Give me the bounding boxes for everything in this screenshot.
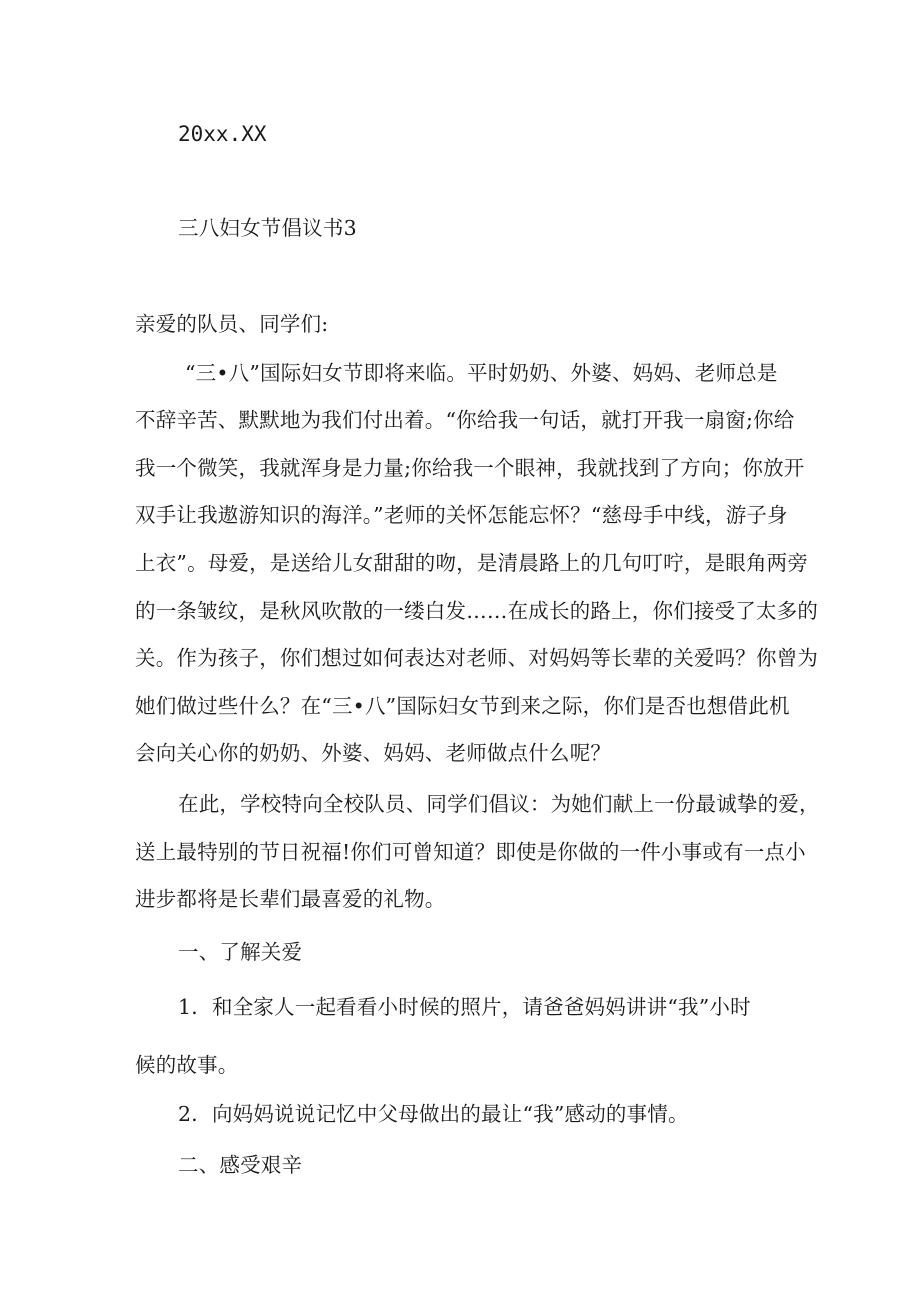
list-item-1-continuation: 候的故事。 — [135, 1053, 239, 1077]
paragraph-1-line: 的一条皱纹，是秋风吹散的一缕白发……在成长的路上，你们接受了太多的 — [135, 599, 819, 623]
greeting: 亲爱的队员、同学们: — [135, 312, 329, 336]
paragraph-2-line: 在此，学校特向全校队员、同学们倡议：为她们献上一份最诚挚的爱， — [178, 792, 820, 816]
list-item-2: 2．向妈妈说说记忆中父母做出的最让“我”感动的事情。 — [178, 1102, 689, 1126]
section-2-heading: 二、感受艰辛 — [178, 1153, 303, 1177]
paragraph-2-line: 送上最特别的节日祝福!你们可曾知道？即使是你做的一件小事或有一点小 — [135, 840, 806, 864]
paragraph-1-line: 上衣”。母爱，是送给儿女甜甜的吻，是清晨路上的几句叮咛，是眼角两旁 — [135, 551, 809, 575]
section-1-heading: 一、了解关爱 — [178, 940, 303, 964]
paragraph-1-line: 我一个微笑，我就浑身是力量;你给我一个眼神，我就找到了方向；你放开 — [135, 456, 805, 480]
paragraph-1-line: “三•八”国际妇女节即将来临。平时奶奶、外婆、妈妈、老师总是 — [185, 361, 778, 385]
list-item-1: 1．和全家人一起看看小时候的照片，请爸爸妈妈讲讲“我”小时 — [178, 995, 751, 1019]
document-date: 20xx.XX — [178, 122, 267, 146]
document-title: 三八妇女节倡议书3 — [178, 216, 357, 240]
paragraph-2-line: 进步都将是长辈们最喜爱的礼物。 — [135, 887, 446, 911]
paragraph-1-line: 她们做过些什么？在“三•八”国际妇女节到来之际，你们是否也想借此机 — [135, 694, 790, 718]
paragraph-1-line: 关。作为孩子，你们想过如何表达对老师、对妈妈等长辈的关爱吗？你曾为 — [135, 646, 819, 670]
paragraph-1-line: 不辞辛苦、默默地为我们付出着。“你给我一句话，就打开我一扇窗;你给 — [135, 408, 795, 432]
paragraph-1-line: 会向关心你的奶奶、外婆、妈妈、老师做点什么呢？ — [135, 741, 612, 765]
paragraph-1-line: 双手让我遨游知识的海洋。”老师的关怀怎能忘怀？“慈母手中线，游子身 — [135, 503, 788, 527]
